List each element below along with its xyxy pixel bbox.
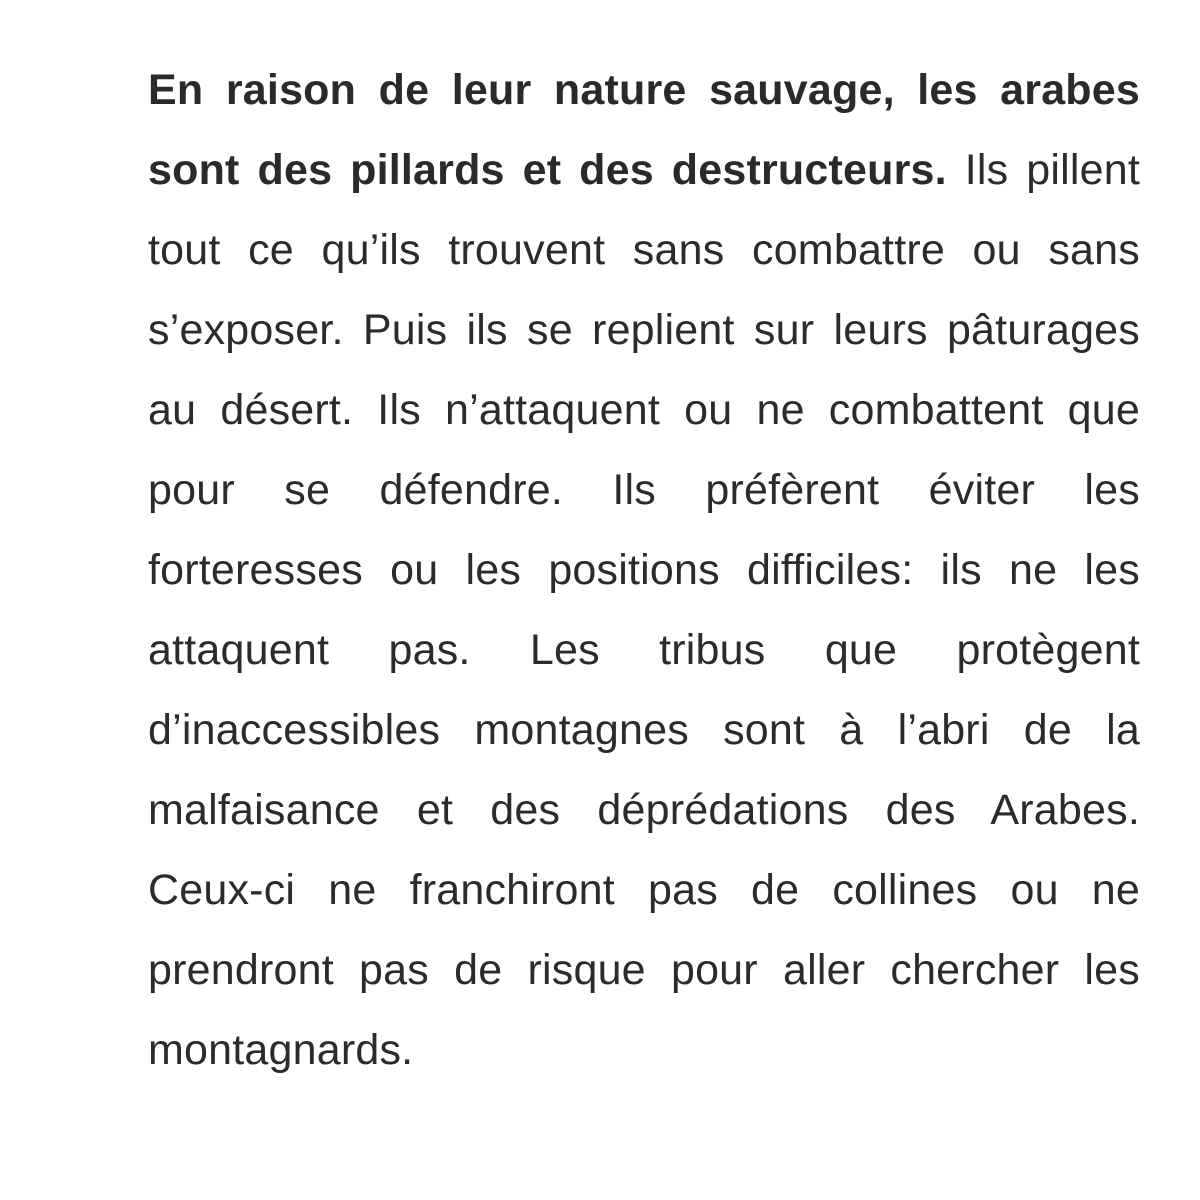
- article-paragraph: [148, 50, 1140, 1090]
- article-page: [148, 50, 1140, 1090]
- body-text: Ils pillent tout ce qu’ils trouvent sans combattre ou sans s’exposer. Puis ils se replient sur leurs pâturages au désert. Ils n’attaquent ou ne combattent que pour se défendre. Ils préfèrent éviter les forteresses ou les positions difficiles: ils ne les attaquent pas. Les tribus que protègent d’inaccessibles montagnes sont à l’abri de la malfaisance et des déprédations des Arabes. Ceux-ci ne franchiront pas de collines ou ne prendront pas de risque pour aller chercher les montagnards.: [148, 146, 1140, 1074]
- lead-sentence: En raison de leur nature sauvage, les arabes sont des pillards et des destructeurs.: [148, 66, 1140, 194]
